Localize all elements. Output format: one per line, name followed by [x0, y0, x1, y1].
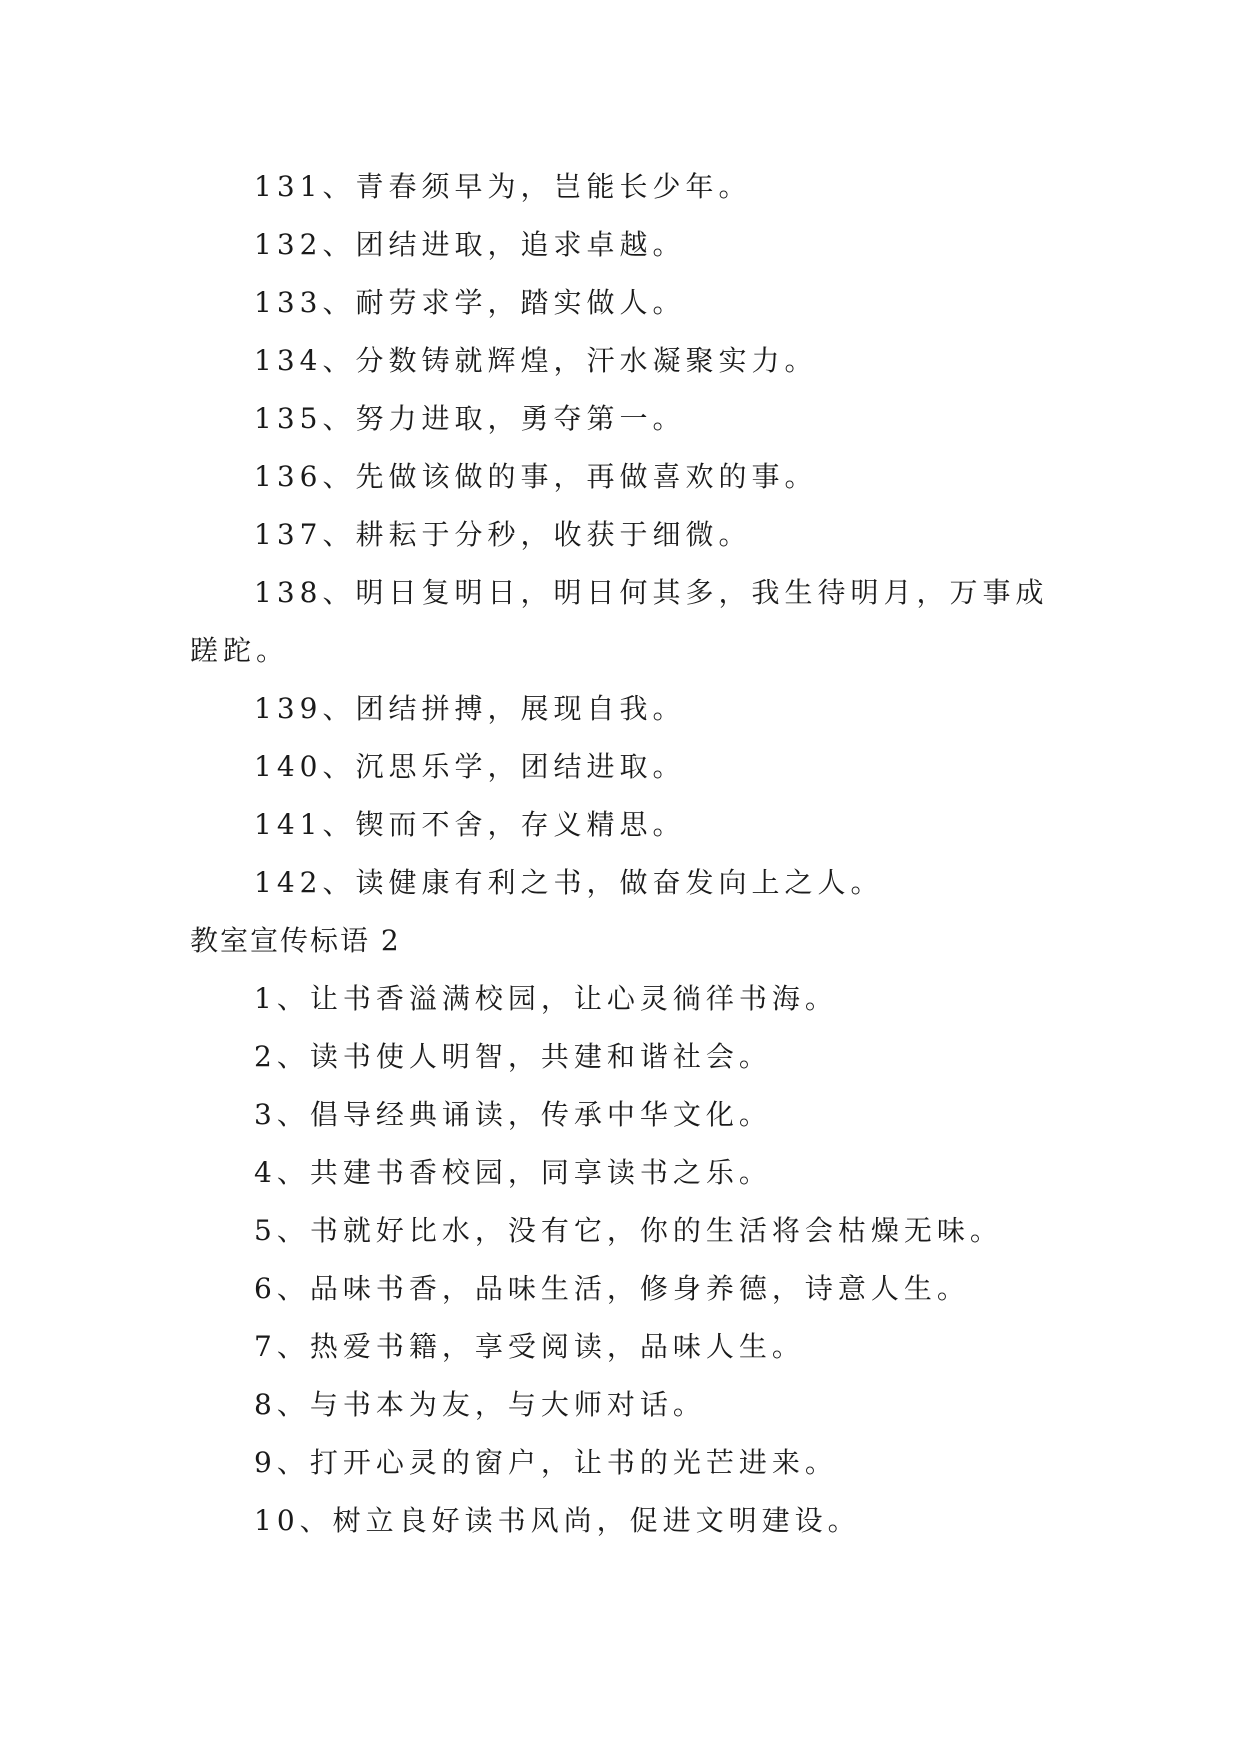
- document-body: [190, 158, 1060, 1550]
- slogan-10: 10、树立良好读书风尚，促进文明建设。: [254, 1504, 861, 1537]
- slogan-138: 138、明日复明日，明日何其多，我生待明月，万事成蹉跎。: [190, 576, 1049, 667]
- slogan-133: 133、耐劳求学，踏实做人。: [254, 286, 686, 319]
- slogan-132: 132、团结进取，追求卓越。: [254, 228, 686, 261]
- slogan-8: 8、与书本为友，与大师对话。: [254, 1388, 706, 1421]
- slogan-9: 9、打开心灵的窗户，让书的光芒进来。: [254, 1446, 838, 1479]
- slogan-2: 2、读书使人明智，共建和谐社会。: [254, 1040, 772, 1073]
- section-heading: 教室宣传标语 2: [190, 924, 401, 957]
- slogan-134: 134、分数铸就辉煌，汗水凝聚实力。: [254, 344, 818, 377]
- slogan-3: 3、倡导经典诵读，传承中华文化。: [254, 1098, 772, 1131]
- slogan-5: 5、书就好比水，没有它，你的生活将会枯燥无味。: [254, 1214, 1003, 1247]
- slogan-136: 136、先做该做的事，再做喜欢的事。: [254, 460, 818, 493]
- slogan-135: 135、努力进取，勇夺第一。: [254, 402, 686, 435]
- slogan-131: 131、青春须早为，岂能长少年。: [254, 170, 752, 203]
- slogan-4: 4、共建书香校园，同享读书之乐。: [254, 1156, 772, 1189]
- slogan-6: 6、品味书香，品味生活，修身养德，诗意人生。: [254, 1272, 970, 1305]
- slogan-137: 137、耕耘于分秒，收获于细微。: [254, 518, 752, 551]
- slogan-142: 142、读健康有利之书，做奋发向上之人。: [254, 866, 884, 899]
- slogan-7: 7、热爱书籍，享受阅读，品味人生。: [254, 1330, 805, 1363]
- slogan-141: 141、锲而不舍，存义精思。: [254, 808, 686, 841]
- slogan-140: 140、沉思乐学，团结进取。: [254, 750, 686, 783]
- slogan-1: 1、让书香溢满校园，让心灵徜徉书海。: [254, 982, 838, 1015]
- slogan-139: 139、团结拼搏，展现自我。: [254, 692, 686, 725]
